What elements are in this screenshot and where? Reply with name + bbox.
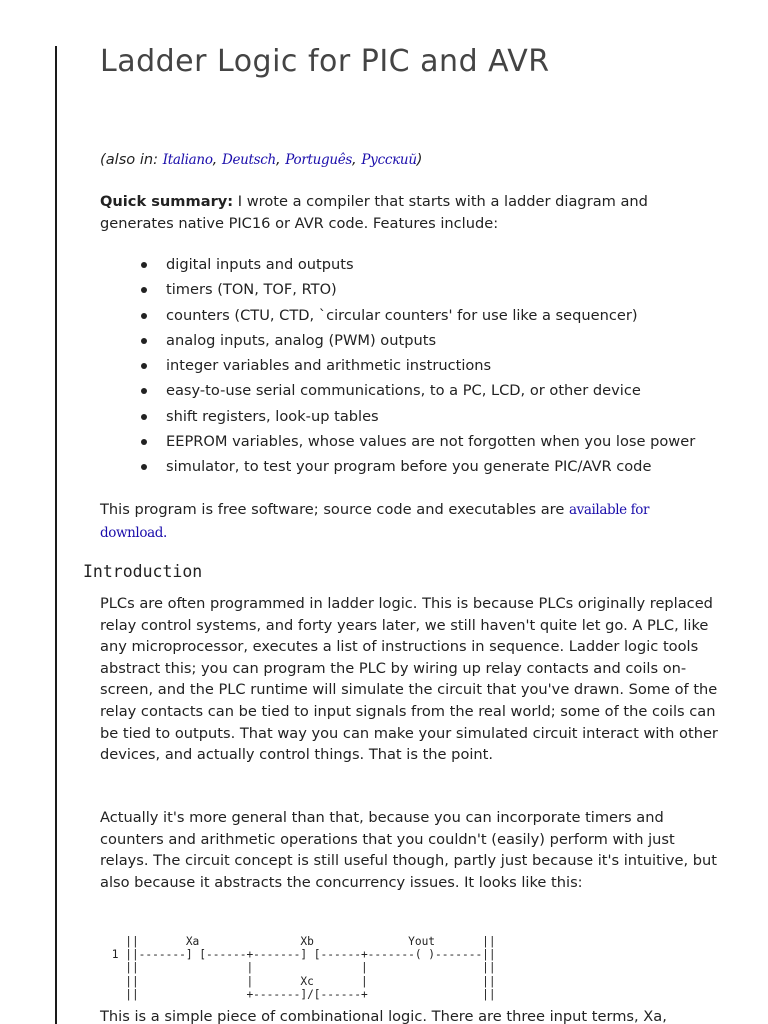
bullet-icon [141, 464, 147, 470]
feature-text: easy-to-use serial communications, to a PC, LCD, or other device [166, 382, 641, 400]
feature-text: EEPROM variables, whose values are not forgotten when you lose power [166, 433, 696, 451]
language-separator: , [352, 151, 362, 168]
bullet-icon [141, 313, 147, 319]
also-in-prefix: (also in: [100, 151, 163, 168]
language-link-russian[interactable]: Русский [361, 152, 417, 168]
feature-item [100, 331, 760, 356]
feature-text: counters (CTU, CTD, `circular counters' for use like a sequencer) [166, 306, 638, 324]
introduction-paragraph-2: Actually it's more general than that, because you can incorporate timers and counters and arithmetic operations that you couldn't (easily) perform with just relays. The circuit concept is still useful though, partly just because it's intuitive, but also because it abstracts the concurrency issues. It looks like this: [100, 809, 717, 891]
feature-text: integer variables and arithmetic instructions [166, 357, 492, 375]
also-in-suffix: ) [416, 151, 423, 168]
feature-item [100, 457, 760, 482]
quick-summary-label: Quick summary: [100, 193, 234, 210]
ladder-diagram: || Xa Xb Yout || 1 ||-------] [------+-------] [------+-------( )-------|| || | | || || | Xc | || || +-------]/[------+ || [111, 935, 496, 1001]
feature-item [100, 255, 760, 280]
bullet-icon [141, 338, 147, 344]
bullet-icon [141, 439, 147, 445]
feature-item [100, 306, 760, 331]
feature-text: analog inputs, analog (PWM) outputs [166, 331, 437, 349]
feature-item [100, 407, 760, 432]
introduction-paragraph-1: PLCs are often programmed in ladder logic. This is because PLCs originally replaced relay control systems, and forty years later, we still haven't quite let go. A PLC, like any microprocessor, executes a list of instructions in sequence. Ladder logic tools abstract this; you can program the PLC by wiring up relay contacts and coils on-screen, and the PLC runtime will simulate the circuit that you've drawn. Some of the relay contacts can be tied to input signals from the real world; some of the coils can be tied to outputs. That way you can make your simulated circuit interact with other devices, and actually control things. That is the point. [100, 595, 718, 764]
introduction-paragraph-3: This is a simple piece of combinational logic. There are three input terms, Xa, [100, 1008, 667, 1024]
quick-summary [100, 191, 700, 234]
bullet-icon [141, 388, 147, 394]
language-link-italiano[interactable]: Italiano [162, 152, 213, 168]
free-software-note [100, 499, 700, 544]
language-separator: , [212, 151, 222, 168]
feature-text: digital inputs and outputs [166, 256, 354, 273]
feature-item [100, 356, 760, 381]
feature-text: timers (TON, TOF, RTO) [166, 281, 337, 299]
bullet-icon [141, 262, 147, 268]
bullet-icon [141, 414, 147, 420]
free-software-text: This program is free software; source code and executables are [100, 501, 569, 518]
language-link-portugues[interactable]: Português [285, 152, 353, 168]
feature-text: simulator, to test your program before you generate PIC/AVR code [166, 458, 652, 476]
feature-text: shift registers, look-up tables [166, 407, 379, 425]
language-links [100, 149, 422, 172]
download-link[interactable]: available for download. [100, 502, 649, 541]
introduction-heading: Introduction [83, 562, 203, 581]
bullet-icon [141, 363, 147, 369]
feature-list [100, 255, 760, 483]
language-link-deutsch[interactable]: Deutsch [221, 152, 276, 168]
language-separator: , [275, 151, 286, 168]
feature-item [100, 432, 760, 457]
quick-summary-text: I wrote a compiler that starts with a ladder diagram and generates native PIC16 or AVR code. Features include: [100, 193, 648, 232]
page-title: Ladder Logic for PIC and AVR [100, 44, 550, 79]
bullet-icon [141, 287, 147, 293]
feature-item [100, 381, 760, 406]
left-border-rule [55, 46, 57, 1024]
feature-item [100, 280, 760, 305]
